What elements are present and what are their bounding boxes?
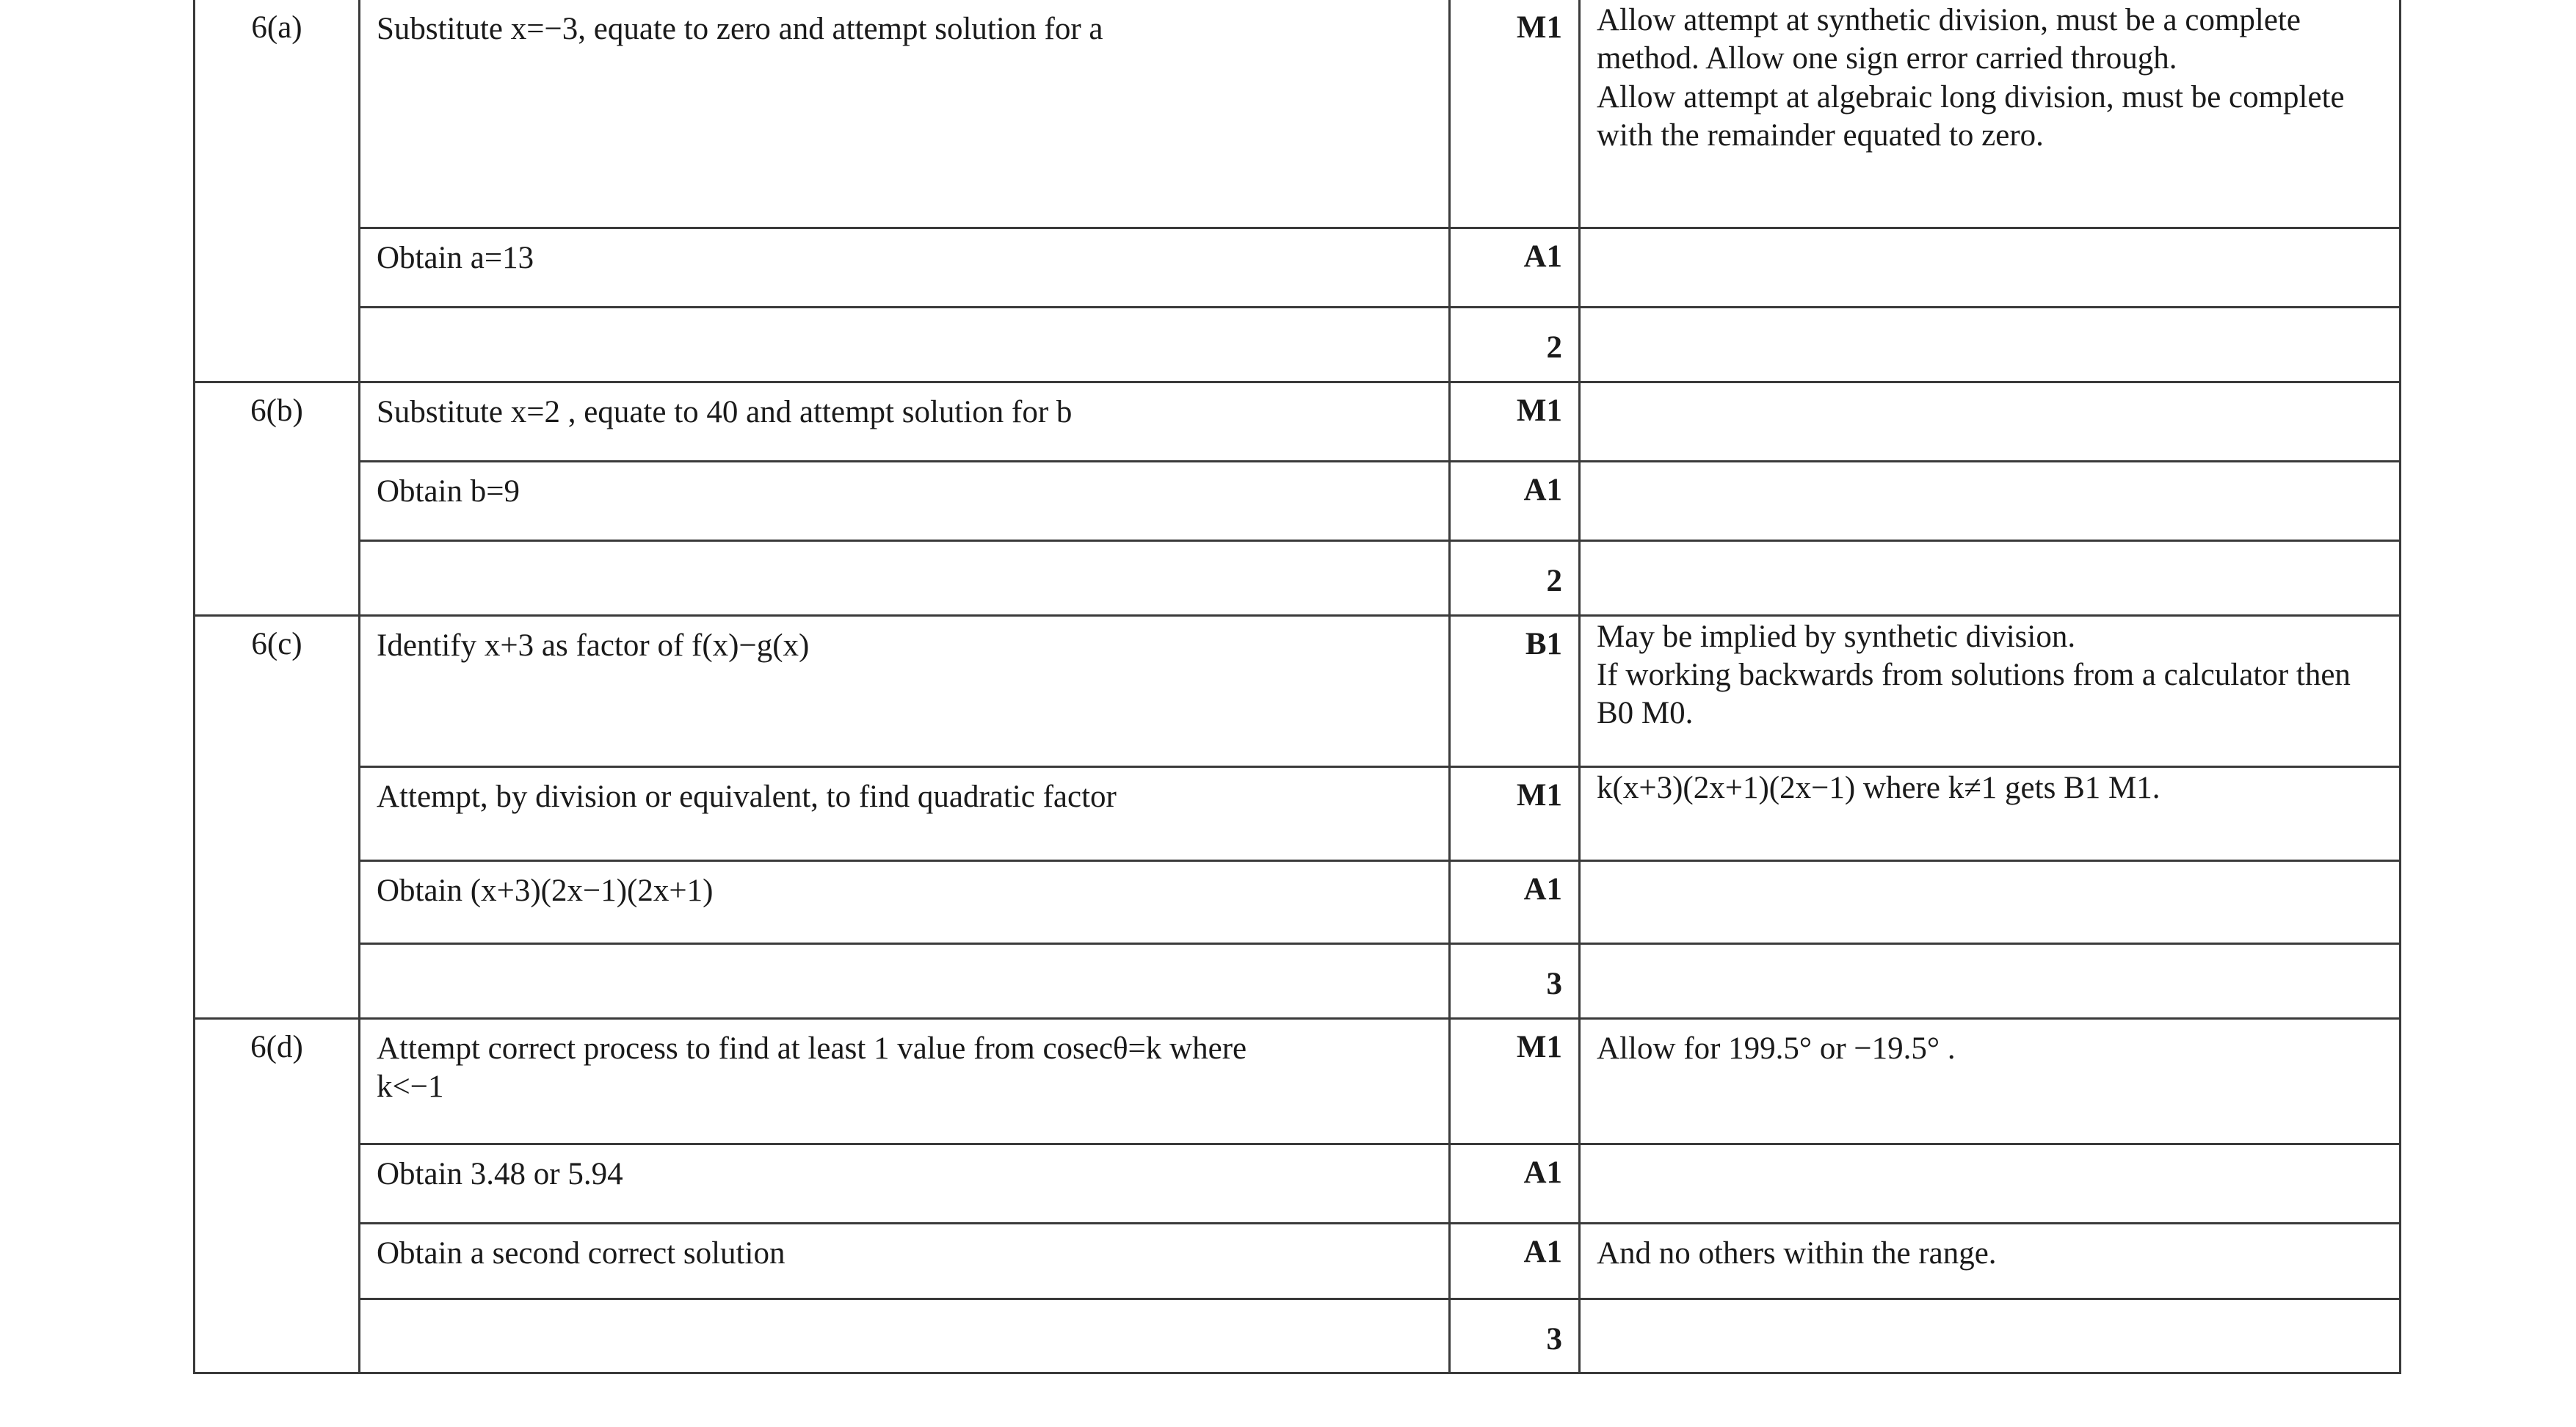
answer-cell: Obtain a=13 bbox=[360, 228, 1450, 307]
answer-cell: Identify x+3 as factor of f(x)−g(x) bbox=[360, 615, 1450, 766]
table-row bbox=[195, 860, 2401, 943]
answer-cell: Obtain 3.48 or 5.94 bbox=[360, 1144, 1450, 1223]
table-row bbox=[195, 1223, 2401, 1299]
table-row bbox=[195, 943, 2401, 1018]
answer-cell: Obtain (x+3)(2x−1)(2x+1) bbox=[360, 860, 1450, 943]
total-mark-cell: 2 bbox=[1450, 307, 1580, 382]
mark-cell: M1 bbox=[1450, 382, 1580, 461]
question-number: 6(b) bbox=[195, 382, 360, 615]
table-row bbox=[195, 461, 2401, 540]
mark-cell: A1 bbox=[1450, 1144, 1580, 1223]
answer-cell bbox=[360, 943, 1450, 1018]
guidance-cell bbox=[1580, 382, 2401, 461]
total-mark-cell: 3 bbox=[1450, 1299, 1580, 1373]
mark-cell: B1 bbox=[1450, 615, 1580, 766]
table-row bbox=[195, 307, 2401, 382]
answer-cell: Substitute x=2 , equate to 40 and attempt solution for b bbox=[360, 382, 1450, 461]
mark-cell: A1 bbox=[1450, 1223, 1580, 1299]
answer-cell bbox=[360, 540, 1450, 615]
mark-cell: M1 bbox=[1450, 1018, 1580, 1144]
guidance-cell bbox=[1580, 860, 2401, 943]
table-row bbox=[195, 382, 2401, 461]
guidance-cell bbox=[1580, 461, 2401, 540]
guidance-cell: Allow attempt at synthetic division, must be a complete method. Allow one sign error carried through. Allow attempt at algebraic long division, must be complete with the remainder equated to zero. bbox=[1580, 0, 2401, 228]
table-row bbox=[195, 1299, 2401, 1373]
total-mark-cell: 2 bbox=[1450, 540, 1580, 615]
guidance-cell bbox=[1580, 307, 2401, 382]
guidance-cell bbox=[1580, 540, 2401, 615]
answer-cell: Attempt correct process to find at least 1 value from cosecθ=k where k<−1 bbox=[360, 1018, 1450, 1144]
answer-cell bbox=[360, 307, 1450, 382]
guidance-cell: May be implied by synthetic division. If working backwards from solutions from a calculator then B0 M0. bbox=[1580, 615, 2401, 766]
total-mark-cell: 3 bbox=[1450, 943, 1580, 1018]
mark-cell: A1 bbox=[1450, 860, 1580, 943]
table-row bbox=[195, 1144, 2401, 1223]
guidance-cell bbox=[1580, 943, 2401, 1018]
guidance-cell bbox=[1580, 1144, 2401, 1223]
question-number: 6(d) bbox=[195, 1018, 360, 1373]
table-row bbox=[195, 540, 2401, 615]
guidance-cell: And no others within the range. bbox=[1580, 1223, 2401, 1299]
table-row bbox=[195, 766, 2401, 860]
mark-cell: M1 bbox=[1450, 0, 1580, 228]
answer-cell: Obtain b=9 bbox=[360, 461, 1450, 540]
guidance-cell: k(x+3)(2x+1)(2x−1) where k≠1 gets B1 M1. bbox=[1580, 766, 2401, 860]
guidance-cell: Allow for 199.5° or −19.5° . bbox=[1580, 1018, 2401, 1144]
answer-cell: Substitute x=−3, equate to zero and attempt solution for a bbox=[360, 0, 1450, 228]
answer-cell bbox=[360, 1299, 1450, 1373]
answer-cell: Obtain a second correct solution bbox=[360, 1223, 1450, 1299]
guidance-cell bbox=[1580, 228, 2401, 307]
mark-cell: A1 bbox=[1450, 461, 1580, 540]
question-number: 6(c) bbox=[195, 615, 360, 1018]
answer-cell: Attempt, by division or equivalent, to find quadratic factor bbox=[360, 766, 1450, 860]
mark-cell: A1 bbox=[1450, 228, 1580, 307]
table-row bbox=[195, 0, 2401, 228]
mark-cell: M1 bbox=[1450, 766, 1580, 860]
table-row bbox=[195, 615, 2401, 766]
guidance-cell bbox=[1580, 1299, 2401, 1373]
table-row bbox=[195, 228, 2401, 307]
table-row bbox=[195, 1018, 2401, 1144]
mark-scheme-table bbox=[193, 0, 2401, 1374]
question-number: 6(a) bbox=[195, 0, 360, 382]
